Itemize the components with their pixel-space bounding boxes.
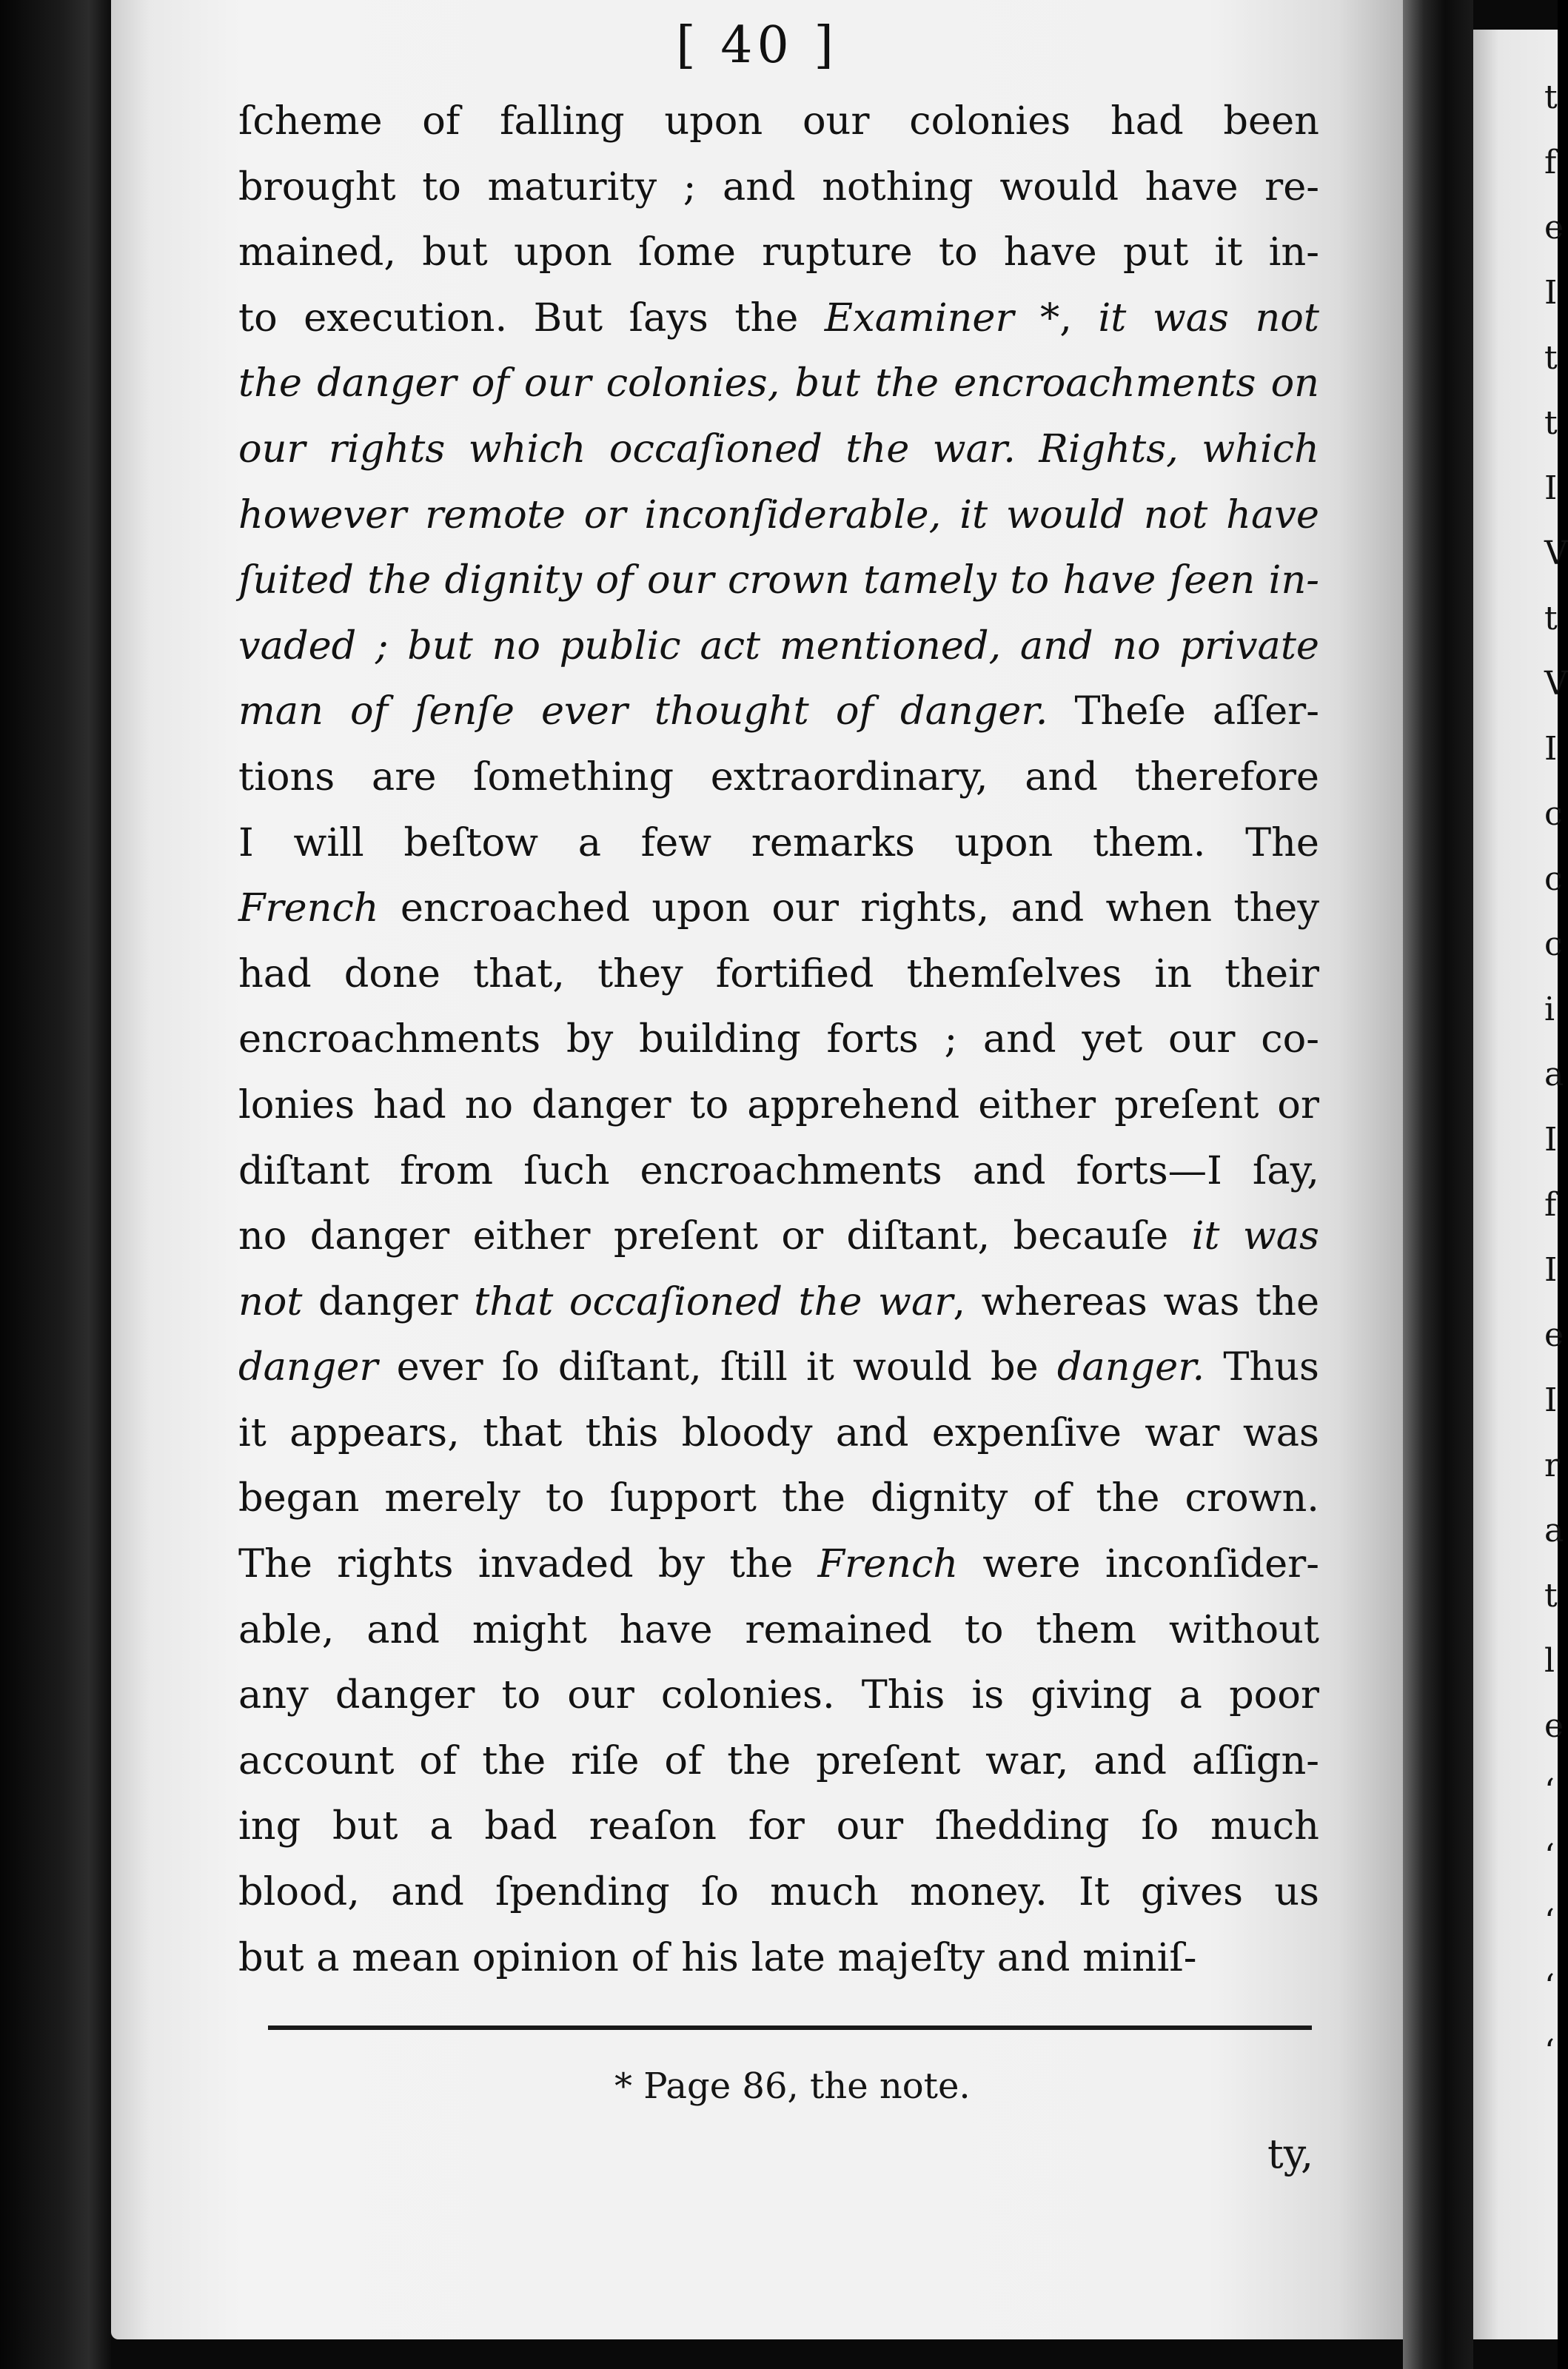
body-line: lonies had no danger to apprehend either preſent or [238,1082,1319,1127]
facing-page-letter [1544,0,1558,65]
facing-page-letter: c [1544,925,1563,963]
facing-page-letter: a [1544,1512,1564,1549]
book-binding-left [0,0,111,2369]
body-line: blood, and ſpending ſo much money. It gives us [238,1869,1319,1915]
body-line: but a mean opinion of his late majeſty and miniſ- [238,1934,1197,1980]
facing-page-letter: l [1544,1642,1555,1680]
facing-page-letter: r [1544,1447,1561,1484]
facing-page-letter: f [1544,144,1557,181]
facing-page-text-fragments [1544,0,1568,2085]
facing-page-letter: I [1544,469,1558,507]
body-line: had done that, they fortified themſelves in their [238,951,1319,996]
body-line: diſtant from ſuch encroachments and forts—I ſay, [238,1147,1319,1193]
facing-page-letter: t [1544,78,1558,116]
facing-page-letter: I [1544,274,1558,312]
body-line: to execution. But ſays the Examiner *, it was not [238,295,1319,341]
body-line: ing but a bad reaſon for our ſhedding ſo much [238,1803,1319,1849]
facing-page-letter: ‘ [1544,2033,1555,2071]
facing-page-letter: ‘ [1544,1837,1555,1875]
facing-page-letter: c [1544,860,1563,898]
facing-page-letter: t [1544,600,1558,637]
body-line: ſuited the dignity of our crown tamely to have ſeen in- [238,557,1319,603]
body-line: no danger either preſent or diſtant, becauſe it was [238,1213,1319,1259]
footnote-rule [268,2025,1312,2030]
facing-page-letter: V [1544,535,1568,572]
body-line: began merely to ſupport the dignity of the crown. [238,1475,1319,1521]
body-line: any danger to our colonies. This is giving a poor [238,1672,1319,1718]
facing-page-letter: e [1544,1316,1564,1354]
body-line: account of the riſe of the preſent war, and aſſign- [238,1738,1319,1783]
page-number-header: [ 40 ] [676,16,838,75]
facing-page-letter: e [1544,209,1564,247]
body-line: it appears, that this bloody and expenſive war was [238,1410,1319,1455]
body-line: our rights which occaſioned the war. Rights, which [238,426,1319,472]
facing-page-letter: I [1544,730,1558,768]
facing-page-letter: t [1544,404,1558,442]
facing-page-letter: i [1544,991,1555,1028]
footnote: * Page 86, the note. [614,2065,971,2107]
body-line: French encroached upon our rights, and when they [238,885,1319,931]
facing-page-letter: c [1544,795,1563,833]
facing-page-letter: ‘ [1544,1903,1555,1940]
facing-page-letter: t [1544,1577,1558,1615]
facing-page-letter: I [1544,1121,1558,1159]
catchword: ty, [1267,2131,1314,2177]
body-line: tions are ſomething extraordinary, and therefore [238,754,1319,800]
body-line: not danger that occaſioned the war, whereas was the [238,1279,1320,1324]
facing-page-letter: V [1544,665,1568,703]
body-line: man of ſenſe ever thought of danger. Theſe aſſer- [238,688,1320,734]
page-gutter-shadow [1403,0,1473,2369]
facing-page-letter: a [1544,1056,1564,1093]
body-line: ſcheme of falling upon our colonies had been [238,98,1319,144]
page-body-text [238,89,1319,1991]
facing-page-letter: e [1544,1707,1564,1745]
facing-page-letter: ‘ [1544,1968,1555,2006]
body-line: The rights invaded by the French were inconſider- [238,1541,1319,1587]
body-line: brought to maturity ; and nothing would have re- [238,164,1319,210]
body-line: vaded ; but no public act mentioned, and no private [238,623,1319,669]
body-line: I will beſtow a few remarks upon them. The [238,820,1319,865]
body-line: encroachments by building forts ; and yet our co- [238,1016,1319,1062]
facing-page-letter: I [1544,1251,1558,1289]
body-line: able, and might have remained to them without [238,1606,1319,1652]
facing-page-letter: ‘ [1544,1772,1555,1810]
body-line: mained, but upon ſome rupture to have put it in- [238,229,1319,275]
facing-page-letter: f [1544,1186,1557,1224]
facing-page-letter: I [1544,1381,1558,1419]
facing-page-letter: t [1544,339,1558,377]
body-line: however remote or inconſiderable, it would not have [238,492,1319,537]
body-line: the danger of our colonies, but the encroachments on [238,361,1319,406]
body-line: danger ever ſo diſtant, ſtill it would be danger. Thus [238,1344,1319,1390]
